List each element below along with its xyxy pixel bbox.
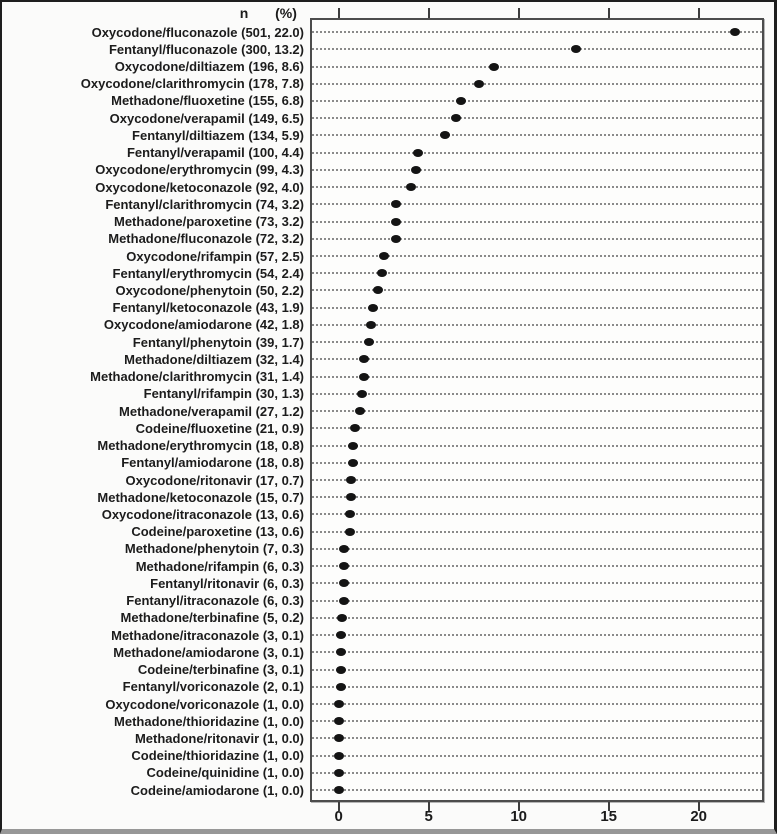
row-label: Fentanyl/erythromycin (54, 2.4) [112, 265, 304, 281]
data-point-dot [413, 149, 423, 157]
row-gridline [312, 66, 762, 68]
data-point-dot [334, 700, 344, 708]
row-gridline [312, 789, 762, 791]
row-gridline [312, 117, 762, 119]
data-point-dot [406, 183, 416, 191]
data-point-dot [451, 114, 461, 122]
data-point-dot [345, 510, 355, 518]
row-label: Oxycodone/itraconazole (13, 0.6) [101, 506, 304, 522]
row-gridline [312, 669, 762, 671]
row-label: Codeine/paroxetine (13, 0.6) [131, 524, 304, 540]
row-label: Fentanyl/amiodarone (18, 0.8) [121, 455, 304, 471]
row-gridline [312, 307, 762, 309]
row-gridline [312, 221, 762, 223]
row-gridline [312, 152, 762, 154]
row-label: Fentanyl/voriconazole (2, 0.1) [122, 679, 304, 695]
x-axis-tick-top [698, 8, 700, 18]
x-axis-tick-label: 5 [424, 808, 433, 825]
row-label: Methadone/rifampin (6, 0.3) [135, 558, 304, 574]
x-axis-tick-top [608, 8, 610, 18]
row-gridline [312, 548, 762, 550]
row-gridline [312, 720, 762, 722]
row-gridline [312, 462, 762, 464]
data-point-dot [379, 252, 389, 260]
data-point-dot [334, 786, 344, 794]
data-point-dot [368, 304, 378, 312]
row-label: Methadone/ritonavir (1, 0.0) [134, 730, 304, 746]
data-point-dot [339, 597, 349, 605]
row-gridline [312, 565, 762, 567]
data-point-dot [366, 321, 376, 329]
column-header-percent: (%) [275, 5, 297, 21]
row-label: Methadone/thioridazine (1, 0.0) [114, 713, 304, 729]
row-label: Oxycodone/erythromycin (99, 4.3) [95, 162, 304, 178]
row-label: Methadone/ketoconazole (15, 0.7) [97, 489, 304, 505]
x-axis-tick-top [518, 8, 520, 18]
row-label: Fentanyl/clarithromycin (74, 3.2) [105, 196, 304, 212]
row-gridline [312, 531, 762, 533]
row-gridline [312, 513, 762, 515]
row-label: Oxycodone/clarithromycin (178, 7.8) [80, 76, 304, 92]
row-label: Oxycodone/diltiazem (196, 8.6) [114, 59, 304, 74]
row-gridline [312, 393, 762, 395]
row-label: Methadone/verapamil (27, 1.2) [119, 403, 304, 419]
row-gridline [312, 582, 762, 584]
data-point-dot [411, 166, 421, 174]
row-gridline [312, 686, 762, 688]
row-label: Oxycodone/ketoconazole (92, 4.0) [95, 179, 304, 195]
data-point-dot [359, 373, 369, 381]
row-gridline [312, 376, 762, 378]
row-gridline [312, 634, 762, 636]
data-point-dot [334, 752, 344, 760]
data-point-dot [336, 666, 346, 674]
x-axis-tick-top [428, 8, 430, 18]
data-point-dot [357, 390, 367, 398]
row-label: Methadone/fluconazole (72, 3.2) [108, 231, 304, 247]
data-point-dot [348, 459, 358, 467]
row-gridline [312, 479, 762, 481]
row-label: Methadone/terbinafine (5, 0.2) [120, 610, 304, 626]
row-label: Fentanyl/diltiazem (134, 5.9) [132, 127, 304, 143]
row-label: Methadone/erythromycin (18, 0.8) [97, 438, 304, 453]
row-gridline [312, 410, 762, 412]
x-axis-tick-label: 10 [510, 808, 528, 825]
row-gridline [312, 203, 762, 205]
row-label: Fentanyl/fluconazole (300, 13.2) [108, 41, 304, 57]
row-gridline [312, 341, 762, 343]
row-label: Oxycodone/fluconazole (501, 22.0) [91, 24, 304, 40]
row-gridline [312, 755, 762, 757]
x-axis-tick-label: 20 [690, 808, 708, 825]
row-gridline [312, 358, 762, 360]
row-label: Oxycodone/verapamil (149, 6.5) [109, 110, 304, 126]
x-axis-tick-label: 0 [334, 808, 343, 825]
row-gridline [312, 617, 762, 619]
row-label: Fentanyl/rifampin (30, 1.3) [143, 386, 304, 402]
row-gridline [312, 496, 762, 498]
row-label: Oxycodone/rifampin (57, 2.5) [126, 248, 304, 264]
row-gridline [312, 703, 762, 705]
row-label: Methadone/clarithromycin (31, 1.4) [90, 369, 304, 385]
row-label: Methadone/fluoxetine (155, 6.8) [111, 93, 304, 109]
data-point-dot [391, 235, 401, 243]
row-label: Codeine/thioridazine (1, 0.0) [131, 748, 304, 764]
row-gridline [312, 83, 762, 85]
data-point-dot [337, 614, 347, 622]
row-label: Fentanyl/phenytoin (39, 1.7) [132, 334, 304, 350]
row-gridline [312, 134, 762, 136]
data-point-dot [339, 545, 349, 553]
row-label: Codeine/terbinafine (3, 0.1) [137, 662, 304, 677]
row-label: Fentanyl/verapamil (100, 4.4) [126, 145, 304, 161]
column-header-n: n [239, 5, 249, 21]
row-label: Codeine/amiodarone (1, 0.0) [130, 782, 304, 798]
row-label: Fentanyl/ritonavir (6, 0.3) [150, 575, 304, 591]
row-label: Methadone/amiodarone (3, 0.1) [113, 644, 304, 660]
data-point-dot [391, 218, 401, 226]
data-point-dot [345, 528, 355, 536]
data-point-dot [334, 717, 344, 725]
row-label: Codeine/fluoxetine (21, 0.9) [135, 420, 304, 436]
row-label: Oxycodone/ritonavir (17, 0.7) [125, 472, 304, 488]
row-label: Oxycodone/voriconazole (1, 0.0) [105, 696, 304, 712]
row-label: Codeine/quinidine (1, 0.0) [146, 765, 304, 781]
row-label: Oxycodone/amiodarone (42, 1.8) [103, 317, 304, 333]
row-gridline [312, 238, 762, 240]
row-gridline [312, 31, 762, 33]
row-gridline [312, 600, 762, 602]
data-point-dot [730, 28, 740, 36]
row-label: Methadone/diltiazem (32, 1.4) [124, 351, 304, 367]
row-gridline [312, 772, 762, 774]
data-point-dot [348, 442, 358, 450]
data-point-dot [474, 80, 484, 88]
x-axis-tick-top [338, 8, 340, 18]
row-gridline [312, 651, 762, 653]
row-label: Methadone/itraconazole (3, 0.1) [111, 627, 304, 643]
row-label: Oxycodone/phenytoin (50, 2.2) [115, 282, 304, 298]
data-point-dot [336, 648, 346, 656]
row-gridline [312, 100, 762, 102]
data-point-dot [456, 97, 466, 105]
row-gridline [312, 737, 762, 739]
data-point-dot [336, 683, 346, 691]
x-axis-tick-label: 15 [600, 808, 618, 825]
row-gridline [312, 324, 762, 326]
row-gridline [312, 48, 762, 50]
row-gridline [312, 186, 762, 188]
row-gridline [312, 445, 762, 447]
row-label: Fentanyl/ketoconazole (43, 1.9) [112, 300, 304, 316]
row-label: Methadone/paroxetine (73, 3.2) [114, 214, 304, 229]
row-label: Fentanyl/itraconazole (6, 0.3) [126, 593, 304, 609]
data-point-dot [336, 631, 346, 639]
data-point-dot [489, 63, 499, 71]
data-point-dot [334, 769, 344, 777]
row-label: Methadone/phenytoin (7, 0.3) [124, 541, 304, 557]
row-gridline [312, 169, 762, 171]
row-gridline [312, 427, 762, 429]
